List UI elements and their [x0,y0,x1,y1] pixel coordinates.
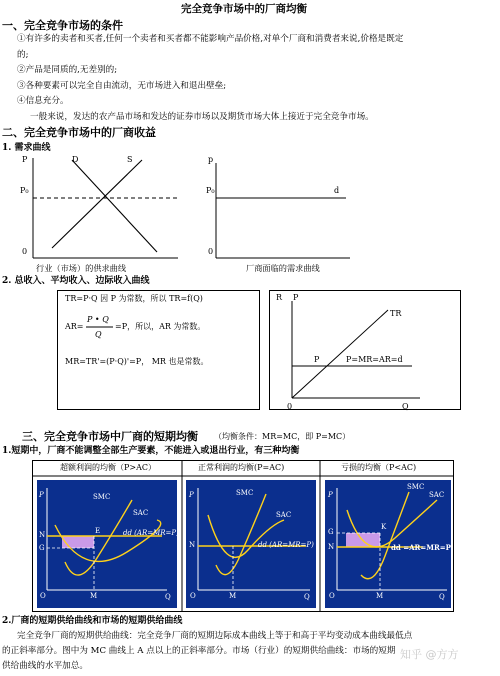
g1-dd-label: dd (AR=MR=P) [123,529,179,537]
rev-axis-r: R [276,293,283,302]
g1-q-label: Q [165,593,171,601]
right-d-label: d [334,186,340,195]
supply-para-2: 的正斜率部分。图中为 MC 曲线上 A 点以上的正斜率部分。市场（行业）的短期供给曲线：市场的短期 [2,646,396,656]
right-origin: 0 [208,247,214,256]
g1-e-label: E [95,527,101,535]
section-3-heading: 三、完全竞争市场中厂商的短期均衡 [22,430,198,443]
short-run-subheading: 1.短期中，厂商不能调整全部生产要素，不能进入或退出行业，有三种均衡 [2,446,300,456]
rev-pmrard-label: P=MR=AR=d [346,355,403,364]
right-chart-caption: 厂商面临的需求曲线 [246,263,320,273]
graph-normal-profit [186,480,316,608]
rev-tr-label: TR [390,309,402,318]
page-title: 完全竞争市场中的厂商均衡 [181,3,307,15]
g2-axis-p: P [189,491,194,499]
graph-loss [325,480,451,608]
left-d-label: D [72,155,79,164]
g2-n-label: N [189,541,196,549]
g3-smc-label: SMC [407,483,425,491]
g1-m-label: M [90,592,98,600]
rev-axis-p: P [293,293,299,302]
g3-n-label: N [328,543,335,551]
tr-formula: TR=P·Q 因 P 为常数，所以 TR=f(Q) [65,294,203,303]
revenue-subheading: 2. 总收入、平均收入、边际收入曲线 [2,276,150,286]
rev-origin: 0 [287,402,293,411]
g2-smc-label: SMC [236,489,254,497]
g3-origin: O [329,592,335,600]
ar-numerator: P • Q [87,315,109,324]
col-header-profit: 超额利润的均衡（P>AC） [60,463,156,472]
left-p0-label: P₀ [20,186,29,195]
g2-sac-label: SAC [276,511,292,519]
ar-denominator: Q [95,330,102,339]
condition-2: ②产品是同质的,无差别的; [17,65,118,75]
left-s-label: S [127,155,133,164]
g2-q-label: Q [304,593,310,601]
left-origin: 0 [22,247,28,256]
left-axis-p: P [22,155,28,164]
col-header-normal: 正常利润的均衡(P=AC) [198,463,285,472]
equilibrium-condition: （均衡条件：MR=MC，即 P=MC） [214,432,351,441]
g3-dd-label: dd =AR=MR=P [391,543,451,552]
g2-dd-label: dd (AR=MR=P) [258,541,314,549]
g3-g-label: G [328,528,334,536]
graph-excess-profit [37,480,177,608]
demand-curve-subheading: 1. 需求曲线 [2,143,51,153]
mr-formula: MR=TR'=(P·Q)'=P， MR 也是常数。 [65,357,209,366]
market-note: 一般来说，发达的农产品市场和发达的证券市场以及期货市场大体上接近于完全竞争市场。 [30,112,374,122]
ar-formula-rhs: =P，所以，AR 为常数。 [115,322,206,331]
g1-n-label: N [39,531,46,539]
g3-q-label: Q [439,593,445,601]
g3-axis-p: P [328,491,333,499]
g3-k-label: K [381,523,387,531]
g3-m-label: M [376,592,384,600]
col-header-loss: 亏损的均衡（P<AC) [341,463,417,472]
g2-m-label: M [229,592,237,600]
g3-sac-label: SAC [429,491,445,499]
g1-smc-label: SMC [93,493,111,501]
g1-sac-label: SAC [133,509,149,517]
left-chart-caption: 行业（市场）的供求曲线 [36,263,127,273]
rev-p-label: P [314,355,320,364]
right-p0-label: P₀ [206,186,215,195]
ar-formula-lhs: AR= [65,322,84,331]
rev-axis-q: Q [402,402,409,411]
condition-1: ①有许多的卖者和买者,任何一个卖者和买者都不能影响产品价格,对单个厂商和消费者来说,价格是既定 [17,34,404,44]
right-axis-p: p [208,155,214,164]
g1-origin: O [40,592,46,600]
supply-para-3: 供给曲线的水平加总。 [2,661,88,671]
condition-3: ③各种要素可以完全自由流动，无市场进入和退出壁垒; [17,81,227,91]
g2-origin: O [190,592,196,600]
supply-para-1: 完全竞争厂商的短期供给曲线：完全竞争厂商的短期边际成本曲线上等于和高于平均变动成本曲线最低点 [17,631,413,641]
condition-4: ④信息充分。 [17,96,69,106]
supply-subheading: 2.厂商的短期供给曲线和市场的短期供给曲线 [2,616,183,626]
section-1-heading: 一、完全竞争市场的条件 [2,19,123,32]
watermark: 知乎 @方方 [400,648,459,661]
section-2-heading: 二、完全竞争市场中的厂商收益 [2,126,156,139]
g1-g-label: G [39,544,45,552]
condition-1-cont: 的; [17,50,29,60]
g1-axis-p: P [39,491,44,499]
